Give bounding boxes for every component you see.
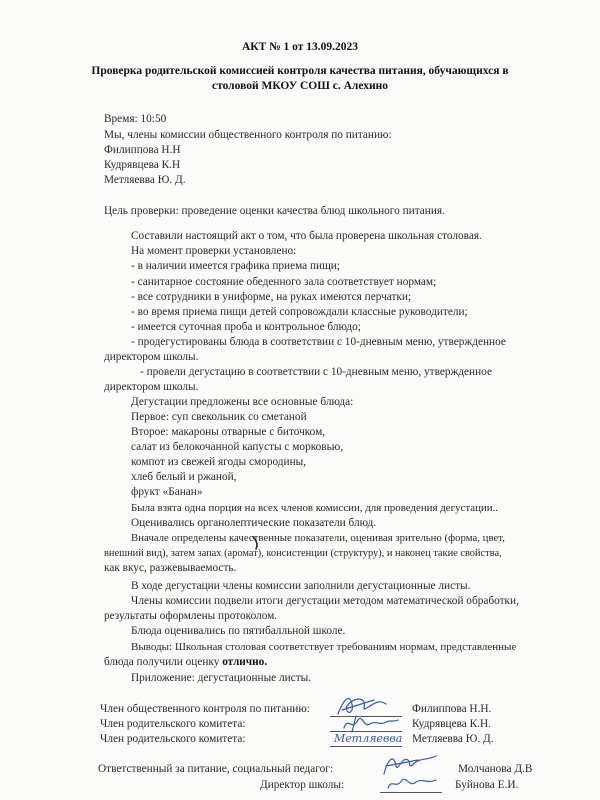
body-line: - санитарное состояние обеденного зала соответствует нормам;: [131, 276, 437, 288]
body-line: хлеб белый и ржаной,: [131, 471, 237, 483]
members-intro: Мы, члены комиссии общественного контроля по питанию:: [104, 129, 392, 141]
responsible-name: Молчанова Д.В: [458, 763, 533, 775]
body-line: На момент проверки установлено:: [131, 245, 297, 257]
body-line: директором школы.: [104, 351, 199, 363]
body-line: [104, 656, 267, 669]
body-line: - продегустированы блюда в соответствии с 10-дневным меню, утвержденное: [131, 336, 506, 348]
handwritten-signature: [330, 726, 410, 750]
body-line: Составили настоящий акт о том, что была проверена школьная столовая.: [131, 230, 482, 242]
ink-mark: [250, 535, 262, 551]
signature-name: Метляевва Ю. Д.: [412, 733, 494, 745]
member-name: Кудрявцева К.Н: [104, 159, 181, 171]
body-line: Вначале определены качественные показатели, оценивая зрительно (форма, цвет,: [131, 532, 505, 544]
responsible-role: Ответственный за питание, социальный педагог:: [98, 763, 334, 775]
act-subtitle-line1: Проверка родительской комиссией контроля качества питания, обучающихся в: [91, 65, 509, 77]
body-line: результаты оформлены протоколом.: [104, 610, 278, 622]
body-line: компот из свежей ягоды смородины,: [131, 456, 307, 468]
body-line: Оценивались органолептические показатели блюд.: [131, 517, 377, 529]
act-title: АКТ № 1 от 13.09.2023: [241, 41, 359, 53]
body-line: директором школы.: [104, 381, 199, 393]
body-line: - имеется суточная проба и контрольное блюдо;: [131, 321, 361, 333]
body-line: Второе: макароны отварные с биточком,: [131, 426, 326, 438]
grade-text: блюда получили оценку: [104, 656, 223, 668]
body-line: В ходе дегустации члены комиссии заполнили дегустационные листы.: [131, 580, 471, 592]
signature-role: Член родительского комитета:: [100, 718, 246, 730]
member-name: Метляевва Ю. Д.: [104, 174, 186, 186]
body-line: внешний вид), затем запах (аромат), консистенции (структуру), и наконец такие свойства,: [104, 548, 502, 559]
responsible-role: Директор школы:: [260, 779, 345, 791]
svg-text:Метляевва: Метляевва: [334, 732, 403, 745]
body-line: Члены комиссии подвели итоги дегустации методом математической обработки,: [131, 595, 519, 607]
member-name: Филиппова Н.Н: [104, 144, 181, 156]
body-line: - в наличии имеется графика приема пищи;: [131, 260, 340, 272]
inspection-goal: Цель проверки: проведение оценки качества блюд школьного питания.: [104, 205, 445, 217]
body-line: Дегустации предложены все основные блюда:: [131, 396, 354, 408]
body-line: - все сотрудники в униформе, на руках имеются перчатки;: [131, 291, 412, 303]
body-line: - провели дегустацию в соответствии с 10-дневным меню, утвержденное: [140, 366, 492, 378]
signature-name: Филиппова Н.Н.: [412, 703, 492, 715]
act-subtitle-line2: столовой МКОУ СОШ с. Алехино: [211, 80, 388, 92]
body-line: Первое: суп свекольник со сметаной: [131, 411, 307, 423]
body-line: Выводы: Школьная столовая соответствует требованиям нормам, представленные: [131, 641, 517, 653]
handwritten-signature: [384, 772, 444, 794]
body-line: фрукт «Банан»: [131, 486, 203, 498]
appendix-line: Приложение: дегустационные листы.: [131, 672, 312, 684]
signature-name: Кудрявцева К.Н.: [412, 718, 491, 730]
body-line: Была взята одна порция на всех членов комиссии, для проведения дегустации..: [131, 502, 498, 514]
body-line: как вкус, разжевываемость.: [104, 562, 237, 574]
body-line: Блюда оценивались по пятибалльной школе.: [131, 625, 346, 637]
grade-value: отлично.: [222, 656, 268, 668]
body-line: - во время приема пищи детей сопровождали классные руководители;: [131, 306, 468, 318]
body-line: салат из белокочанной капусты с морковью,: [131, 441, 344, 453]
signature-role: Член родительского комитета:: [100, 733, 246, 745]
inspection-time: Время: 10:50: [104, 113, 167, 125]
signature-role: Член общественного контроля по питанию:: [100, 703, 310, 715]
responsible-name: Буйнова Е.И.: [455, 779, 519, 791]
